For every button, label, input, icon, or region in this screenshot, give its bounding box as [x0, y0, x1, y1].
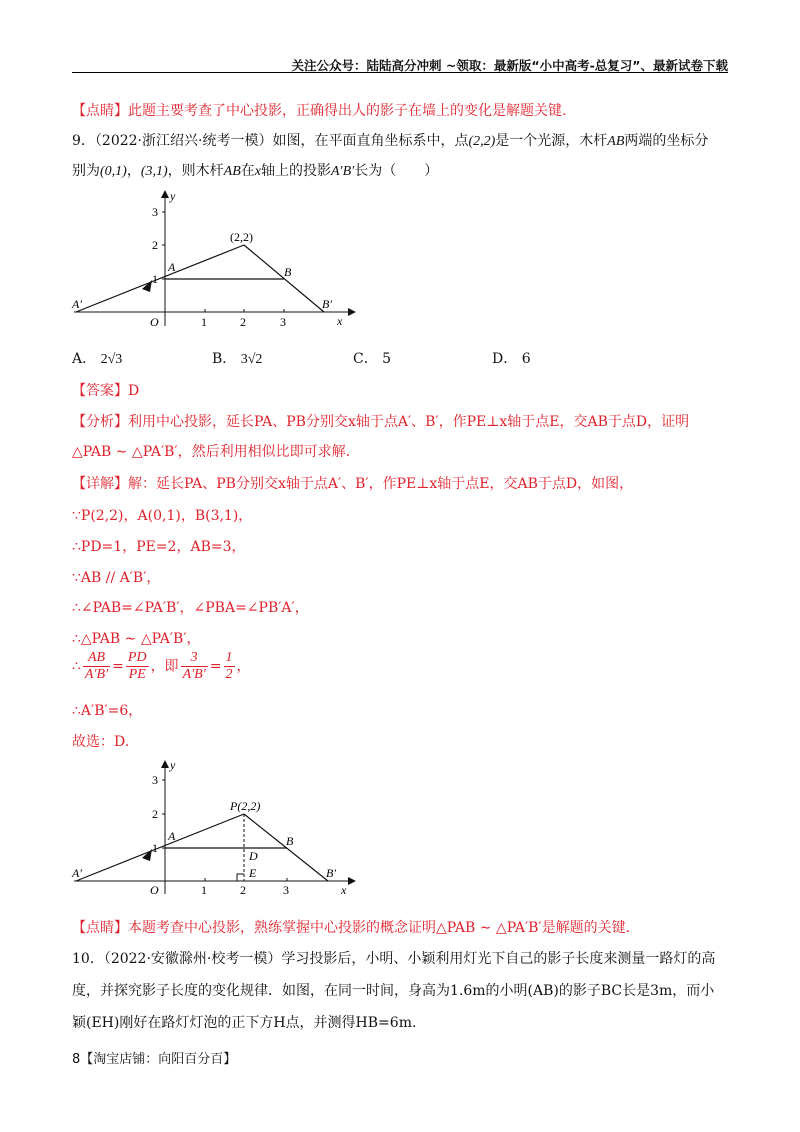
q10-line1: [72, 948, 715, 968]
y-tick: 3: [152, 773, 158, 787]
point-d-label: D: [249, 849, 258, 863]
equals-sign: =: [112, 658, 124, 675]
point-e-label: E: [249, 866, 257, 880]
prev-comment-text: 此题主要考查了中心投影，正确得出人的影子在墙上的变化是解题关键.: [128, 103, 567, 119]
q9-text: 长为（ ）: [354, 163, 439, 179]
q9-rod: AB: [607, 134, 625, 149]
option-a: [72, 348, 122, 368]
option-letter: A．: [72, 351, 97, 367]
prev-comment: [72, 100, 566, 120]
analysis-text: 利用中心投影，延长PA、PB分别交x轴于点A′、B′，作PE⊥x轴于点E，交AB于点D，证明: [128, 414, 690, 430]
origin-label: O: [150, 883, 159, 897]
q9-line1: [72, 130, 708, 150]
prev-comment-tag: 【点睛】: [72, 103, 128, 119]
right-angle-mark: [237, 874, 244, 881]
detail-step: ∵P(2,2)，A(0,1)，B(3,1)，: [72, 508, 253, 524]
option-value: 2√3: [100, 352, 123, 367]
light-source-label: (2,2): [230, 230, 253, 244]
option-value: 6: [521, 351, 531, 367]
option-d: [492, 348, 531, 368]
x-tick: 3: [280, 315, 286, 329]
q9-rod-2: AB: [223, 164, 241, 179]
q9-light-point: (2,2): [468, 134, 496, 149]
option-letter: C．: [353, 351, 378, 367]
q9-comment: [72, 917, 630, 937]
detail-text: 解：延长PA、PB分别交x轴于点A′、B′，作PE⊥x轴于点E，交AB于点D，如图，: [128, 476, 634, 492]
light-ray-arrow: [142, 849, 152, 861]
analysis-line2: △PAB ∼ △PA′B′，然后利用相似比即可求解.: [72, 444, 351, 460]
fraction-denominator: 2: [225, 667, 233, 682]
fraction: [181, 650, 208, 683]
q10-text: （2022·安徽滁州·校考一模）学习投影后，小明、小颖利用灯光下自己的影子长度来测量一路灯的高: [103, 951, 716, 967]
header-divider: [72, 72, 728, 73]
q9-projection: A′B′: [330, 164, 355, 179]
point-a-prime-label: A′: [72, 866, 82, 880]
y-tick: 2: [152, 238, 158, 252]
detail-line1: [72, 473, 633, 493]
fraction-denominator: A′B′: [182, 667, 206, 682]
option-b: [212, 348, 262, 368]
answer-value: D: [128, 383, 140, 399]
q9-text: ，: [126, 163, 141, 179]
point-b-prime-label: B′: [326, 866, 336, 880]
detail-step: ∵AB // A′B′，: [72, 570, 161, 586]
fraction: [126, 650, 149, 683]
point-b-label: B: [286, 834, 294, 848]
option-c: [353, 348, 391, 368]
detail-tag: 【详解】: [72, 476, 128, 492]
option-value: 3√2: [240, 352, 263, 367]
q9-source: （2022·浙江绍兴·统考一模）: [94, 133, 273, 149]
q9-xvar: x: [254, 164, 261, 179]
point-b-prime-label: B′: [322, 297, 332, 311]
y-axis-label: y: [170, 758, 176, 772]
q9-number: 9．: [72, 133, 95, 149]
q9-coord-a: (0,1): [100, 164, 127, 179]
detail-choose: 故选：D.: [72, 734, 130, 750]
answer-tag: 【答案】: [72, 383, 128, 399]
x-tick: 1: [201, 315, 207, 329]
fraction-numerator: PD: [127, 650, 147, 665]
ratio-prefix: ∴: [72, 658, 81, 675]
fraction-numerator: 1: [225, 650, 233, 665]
ratio-end: ，: [236, 658, 251, 675]
page-header: 关注公众号：陆陆高分冲刺 ~领取：最新版“小中高考-总复习”、最新试卷下载: [291, 58, 728, 73]
comment-tag: 【点睛】: [72, 920, 128, 936]
detail-step: ∴∠PAB=∠PA′B′，∠PBA=∠PB′A′，: [72, 600, 309, 616]
point-a-label: A: [168, 260, 176, 274]
analysis-tag: 【分析】: [72, 414, 128, 430]
point-a-label: A: [168, 829, 176, 843]
ratio-connector: ，即: [150, 658, 179, 675]
x-tick: 1: [201, 883, 207, 897]
page-footer: 8【淘宝店铺：向阳百分百】: [72, 1052, 237, 1067]
y-tick: 2: [152, 807, 158, 821]
fraction-denominator: PE: [128, 667, 146, 682]
detail-step: ∴PD=1，PE=2，AB=3，: [72, 539, 246, 555]
q9-text: 别为: [72, 163, 100, 179]
detail-step: ∴△PAB ∼ △PA′B′，: [72, 631, 201, 647]
answer: [72, 380, 139, 400]
point-b-label: B: [284, 265, 292, 279]
fraction-numerator: 3: [181, 650, 208, 667]
q9-text: 是一个光源，木杆: [495, 133, 608, 149]
y-tick: 3: [152, 205, 158, 219]
fraction-denominator: A′B′: [84, 667, 109, 682]
x-axis-label: x: [341, 883, 347, 897]
fraction: [83, 650, 110, 683]
analysis-line1: [72, 411, 689, 431]
q10-line3: 颖(EH)刚好在路灯灯泡的正下方H点，并测得HB=6m.: [72, 1015, 417, 1031]
x-tick: 2: [240, 315, 246, 329]
q9-text: 在: [240, 163, 255, 179]
detail-result: ∴A′B′=6，: [72, 703, 143, 719]
q9-text: ，则木杆: [167, 163, 224, 179]
q9-coord-b: (3,1): [140, 164, 168, 179]
x-axis-label: x: [337, 314, 343, 328]
x-tick: 2: [240, 883, 246, 897]
origin-label: O: [150, 315, 159, 329]
q9-text: 轴上的投影: [260, 163, 331, 179]
q9-line2: [72, 160, 438, 180]
x-tick: 3: [283, 883, 289, 897]
y-tick: 1: [152, 272, 158, 286]
q9-text: 两端的坐标分: [624, 133, 709, 149]
option-letter: D．: [492, 351, 518, 367]
q10-line2: 度，并探究影子长度的变化规律．如图，在同一时间，身高为1.6m的小明(AB)的影子BC长是3m，而小: [72, 983, 715, 999]
light-ray-arrow: [142, 280, 152, 292]
figure-1: [64, 186, 364, 334]
q10-number: 10．: [72, 951, 104, 967]
fraction-numerator: AB: [83, 650, 110, 667]
y-axis-label: y: [170, 189, 176, 203]
option-letter: B．: [212, 351, 237, 367]
point-p-label: P(2,2): [230, 799, 261, 813]
figure-2: [64, 756, 364, 898]
option-value: 5: [382, 351, 392, 367]
equals-sign: =: [209, 658, 222, 675]
detail-ratio: [72, 650, 251, 683]
q9-text: 如图，在平面直角坐标系中，点: [272, 133, 469, 149]
point-a-prime-label: A′: [72, 297, 82, 311]
y-tick: 1: [152, 841, 158, 855]
comment-text: 本题考查中心投影，熟练掌握中心投影的概念证明△PAB ∼ △PA′B′是解题的关键.: [128, 920, 631, 936]
fraction: [224, 650, 235, 683]
